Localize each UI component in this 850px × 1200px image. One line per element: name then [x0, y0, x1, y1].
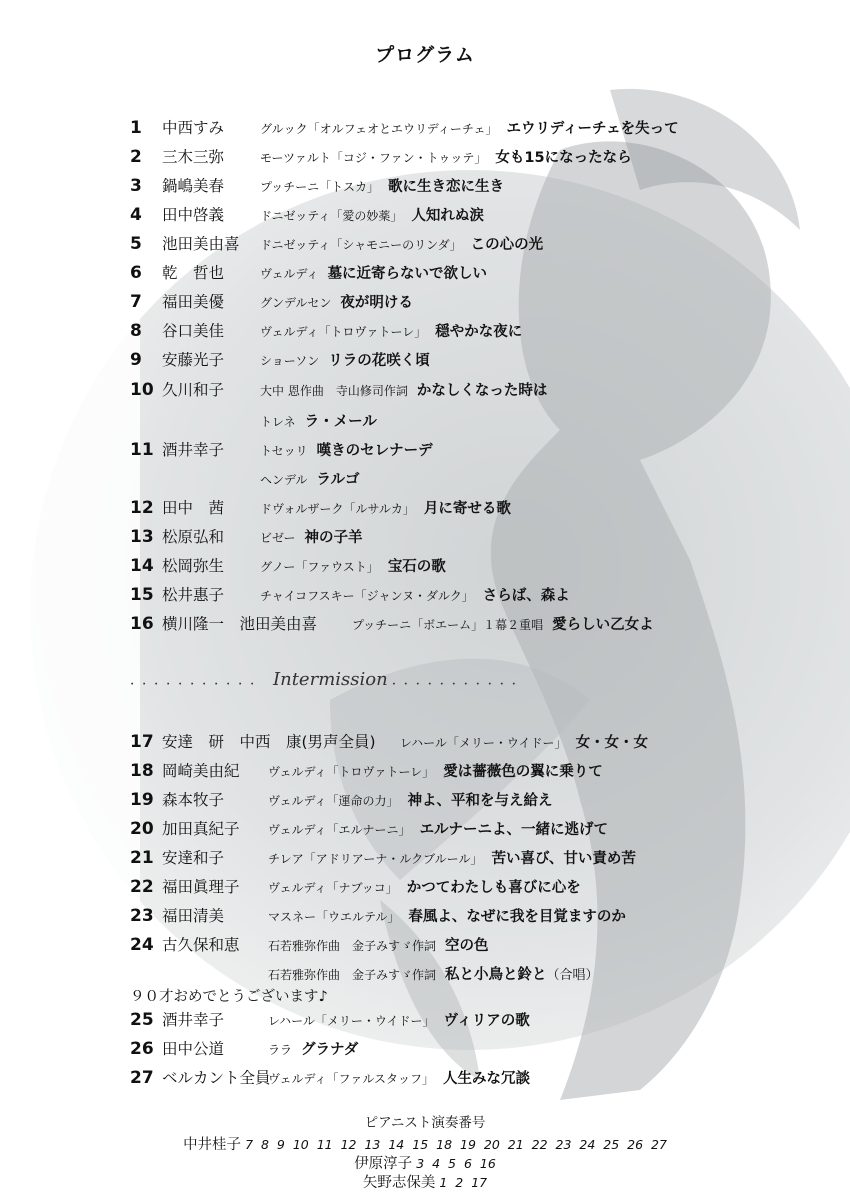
item-number: 18: [130, 761, 154, 781]
composer: ドニゼッティ「シャモニーのリンダ」: [260, 238, 462, 252]
song: [268, 1007, 530, 1034]
performer: 久川和子: [162, 381, 225, 399]
composer: グノー「ファウスト」: [260, 560, 379, 574]
performer: 古久保和恵: [162, 936, 240, 954]
song-title: 嘆きのセレナーデ: [316, 443, 433, 459]
composer: ビゼー: [260, 531, 296, 545]
composer: ドニゼッティ「愛の妙薬」: [260, 209, 403, 223]
composer: ヴェルディ「トロヴァトーレ」: [268, 765, 435, 779]
item-number: 14: [130, 556, 154, 576]
item-number: 22: [130, 877, 154, 897]
performer: 岡崎美由紀: [162, 762, 240, 780]
song: [260, 260, 487, 287]
song: [260, 289, 413, 316]
song: [260, 408, 377, 435]
song-title: 空の色: [445, 938, 489, 954]
intermission-divider: [130, 669, 710, 690]
item-number: 10: [130, 380, 154, 400]
pianist-name: 中井桂子: [183, 1137, 242, 1153]
item-number: 25: [130, 1010, 154, 1030]
song: [260, 202, 484, 229]
dots-right: ．．．．．．．．．．．: [391, 672, 531, 689]
performer: 田中 茜: [162, 499, 225, 517]
performer: 森本牧子: [162, 791, 225, 809]
song: [268, 903, 626, 930]
song: [400, 729, 648, 756]
song-title: 愛は薔薇色の翼に乗りて: [443, 764, 603, 780]
performer: 安藤光子: [162, 351, 225, 369]
pianist-numbers: 7 8 9 10 11 12 13 14 15 18 19 20 21 22 23 24 25 26 27: [245, 1137, 667, 1152]
composer: ヴェルディ「エルナーニ」: [268, 823, 411, 837]
item-number: 26: [130, 1039, 154, 1059]
dots-left: ．．．．．．．．．．．: [130, 672, 269, 689]
song: [260, 318, 522, 345]
song-title: 女・女・女: [575, 735, 649, 751]
composer: グルック「オルフェオとエウリディーチェ」: [260, 122, 498, 136]
song-title: 春風よ、なぜに我を目覚ますのか: [408, 909, 626, 925]
song-title: 神の子羊: [304, 530, 363, 546]
pianist-numbers: 1 2 17: [439, 1175, 488, 1190]
composer: モーツァルト「コジ・ファン・トゥッテ」: [260, 151, 487, 165]
song: [260, 437, 433, 464]
song: [260, 495, 511, 522]
performer: 田中啓義: [162, 206, 225, 224]
song-title: 夜が明ける: [340, 295, 413, 311]
item-number: 20: [130, 819, 154, 839]
pianist-name: 矢野志保美: [362, 1175, 436, 1191]
song-title: 宝石の歌: [387, 559, 446, 575]
song-title: ヴィリアの歌: [443, 1013, 530, 1029]
pianist-row: [0, 1134, 850, 1155]
composer: ヴェルディ「運命の力」: [268, 794, 399, 808]
pianist-numbers: 3 4 5 6 16: [416, 1156, 496, 1171]
performer: 福田眞理子: [162, 878, 240, 896]
item-number: 11: [130, 440, 154, 460]
item-number: 9: [130, 350, 142, 370]
birthday-message: ９０才おめでとうございます♪: [130, 989, 328, 1005]
song: [268, 1036, 358, 1063]
song-title: 穏やかな夜に: [435, 324, 523, 340]
performer: 松岡弥生: [162, 557, 225, 575]
performer: 安達和子: [162, 849, 225, 867]
performer: 田中公道: [162, 1040, 225, 1058]
item-number: 4: [130, 205, 142, 225]
item-number: 1: [130, 118, 142, 138]
item-number: 12: [130, 498, 154, 518]
composer: プッチーニ「ボエーム」１幕２重唱: [352, 618, 544, 632]
item-number: 19: [130, 790, 154, 810]
composer: ララ: [268, 1043, 293, 1057]
pianist-name: 伊原淳子: [354, 1156, 413, 1172]
song-title: 私と小鳥と鈴と: [445, 967, 547, 983]
performer: 加田真紀子: [162, 820, 240, 838]
item-number: 27: [130, 1068, 154, 1088]
composer: チャイコフスキー「ジャンヌ・ダルク」: [260, 589, 474, 603]
composer: レハール「メリー・ウイドー」: [400, 736, 567, 750]
composer: ヴェルディ「トロヴァトーレ」: [260, 325, 427, 339]
intermission-label: Intermission: [273, 669, 388, 690]
performer: 福田清美: [162, 907, 225, 925]
composer: グンデルセン: [260, 296, 332, 310]
song: [268, 758, 603, 785]
song: [260, 553, 446, 580]
song-title: エルナーニよ、一緒に逃げて: [419, 822, 609, 838]
song: [260, 524, 363, 551]
song-title: ラルゴ: [316, 472, 360, 488]
item-number: 2: [130, 147, 142, 167]
performer: 松原弘和: [162, 528, 225, 546]
song: [268, 845, 636, 872]
song: [268, 961, 599, 989]
song-title: 苦い喜び、甘い責め苦: [491, 851, 636, 867]
item-number: 6: [130, 263, 142, 283]
pianist-row: [0, 1153, 850, 1174]
song-title: エウリディーチェを失って: [506, 121, 679, 137]
performer: 酒井幸子: [162, 1011, 225, 1029]
song-title: この心の光: [470, 237, 544, 253]
song-title: かなしくなった時は: [416, 383, 548, 399]
performer: ベルカント全員: [162, 1069, 271, 1087]
performer: 乾 哲也: [162, 264, 225, 282]
performer: 安達 研 中西 康(男声全員): [162, 733, 376, 751]
performer: 横川隆一 池田美由喜: [162, 615, 318, 633]
composer: チレア「アドリアーナ・ルクブルール」: [268, 852, 483, 866]
item-number: 3: [130, 176, 142, 196]
performer: 松井惠子: [162, 586, 225, 604]
item-number: 21: [130, 848, 154, 868]
composer: マスネー「ウエルテル」: [268, 910, 400, 924]
song: [260, 377, 547, 404]
song: [260, 582, 570, 609]
item-number: 13: [130, 527, 154, 547]
performer: 福田美優: [162, 293, 225, 311]
song: [260, 231, 543, 258]
composer: トセッリ: [260, 444, 308, 458]
performer: 池田美由喜: [162, 235, 240, 253]
pianist-row: [0, 1172, 850, 1193]
song: [260, 173, 504, 200]
item-number: 8: [130, 321, 142, 341]
composer: プッチーニ「トスカ」: [260, 180, 380, 194]
song-title: 歌に生き恋に生き: [388, 179, 505, 195]
song: [268, 816, 608, 843]
performer: 谷口美佳: [162, 322, 225, 340]
composer: 石若雅弥作曲 金子みすゞ作詞: [268, 939, 437, 953]
song-title: 人生みな冗談: [442, 1071, 530, 1087]
song-note: （合唱）: [546, 968, 599, 983]
composer: ヘンデル: [260, 473, 308, 487]
composer: ドヴォルザーク「ルサルカ」: [260, 502, 415, 516]
song-title: 墓に近寄らないで欲しい: [327, 266, 488, 282]
item-number: 15: [130, 585, 154, 605]
song-title: さらば、森よ: [482, 588, 570, 604]
item-number: 17: [130, 732, 154, 752]
performer: 中西すみ: [162, 119, 225, 137]
composer: ヴェルディ: [260, 267, 319, 281]
page-title: プログラム: [375, 44, 475, 66]
song: [268, 787, 553, 814]
song: [260, 466, 359, 493]
song: [260, 347, 430, 374]
song-title: 神よ、平和を与え給え: [407, 793, 553, 809]
song: [268, 932, 489, 959]
performer: 酒井幸子: [162, 441, 225, 459]
composer: ヴェルディ「ナブッコ」: [268, 881, 398, 895]
song-title: かつてわたしも喜びに心を: [406, 880, 581, 896]
item-number: 5: [130, 234, 142, 254]
performer: 三木三弥: [162, 148, 225, 166]
composer: ショーソン: [260, 354, 320, 368]
song-title: ラ・メール: [304, 414, 377, 430]
composer: ヴェルディ「ファルスタッフ」: [268, 1072, 434, 1086]
song: [268, 1065, 530, 1092]
song: [260, 144, 632, 171]
composer: 石若雅弥作曲 金子みすゞ作詞: [268, 968, 437, 982]
song-title: リラの花咲く頃: [328, 353, 430, 369]
song: [352, 611, 654, 638]
song-title: グラナダ: [301, 1042, 359, 1058]
composer: トレネ: [260, 415, 296, 429]
song: [268, 874, 581, 901]
song-title: 愛らしい乙女よ: [552, 617, 654, 633]
composer: 大中 恩作曲 寺山修司作詞: [260, 384, 408, 398]
item-number: 7: [130, 292, 142, 312]
song-title: 人知れぬ涙: [411, 208, 484, 224]
item-number: 24: [130, 935, 154, 955]
item-number: 16: [130, 614, 154, 634]
song-title: 月に寄せる歌: [423, 501, 511, 517]
item-number: 23: [130, 906, 154, 926]
composer: レハール「メリー・ウイドー」: [268, 1014, 435, 1028]
song: [260, 115, 679, 142]
performer: 鍋嶋美春: [162, 177, 225, 195]
pianist-heading: ピアニスト演奏番号: [364, 1115, 486, 1131]
song-title: 女も15になったなら: [495, 150, 632, 166]
